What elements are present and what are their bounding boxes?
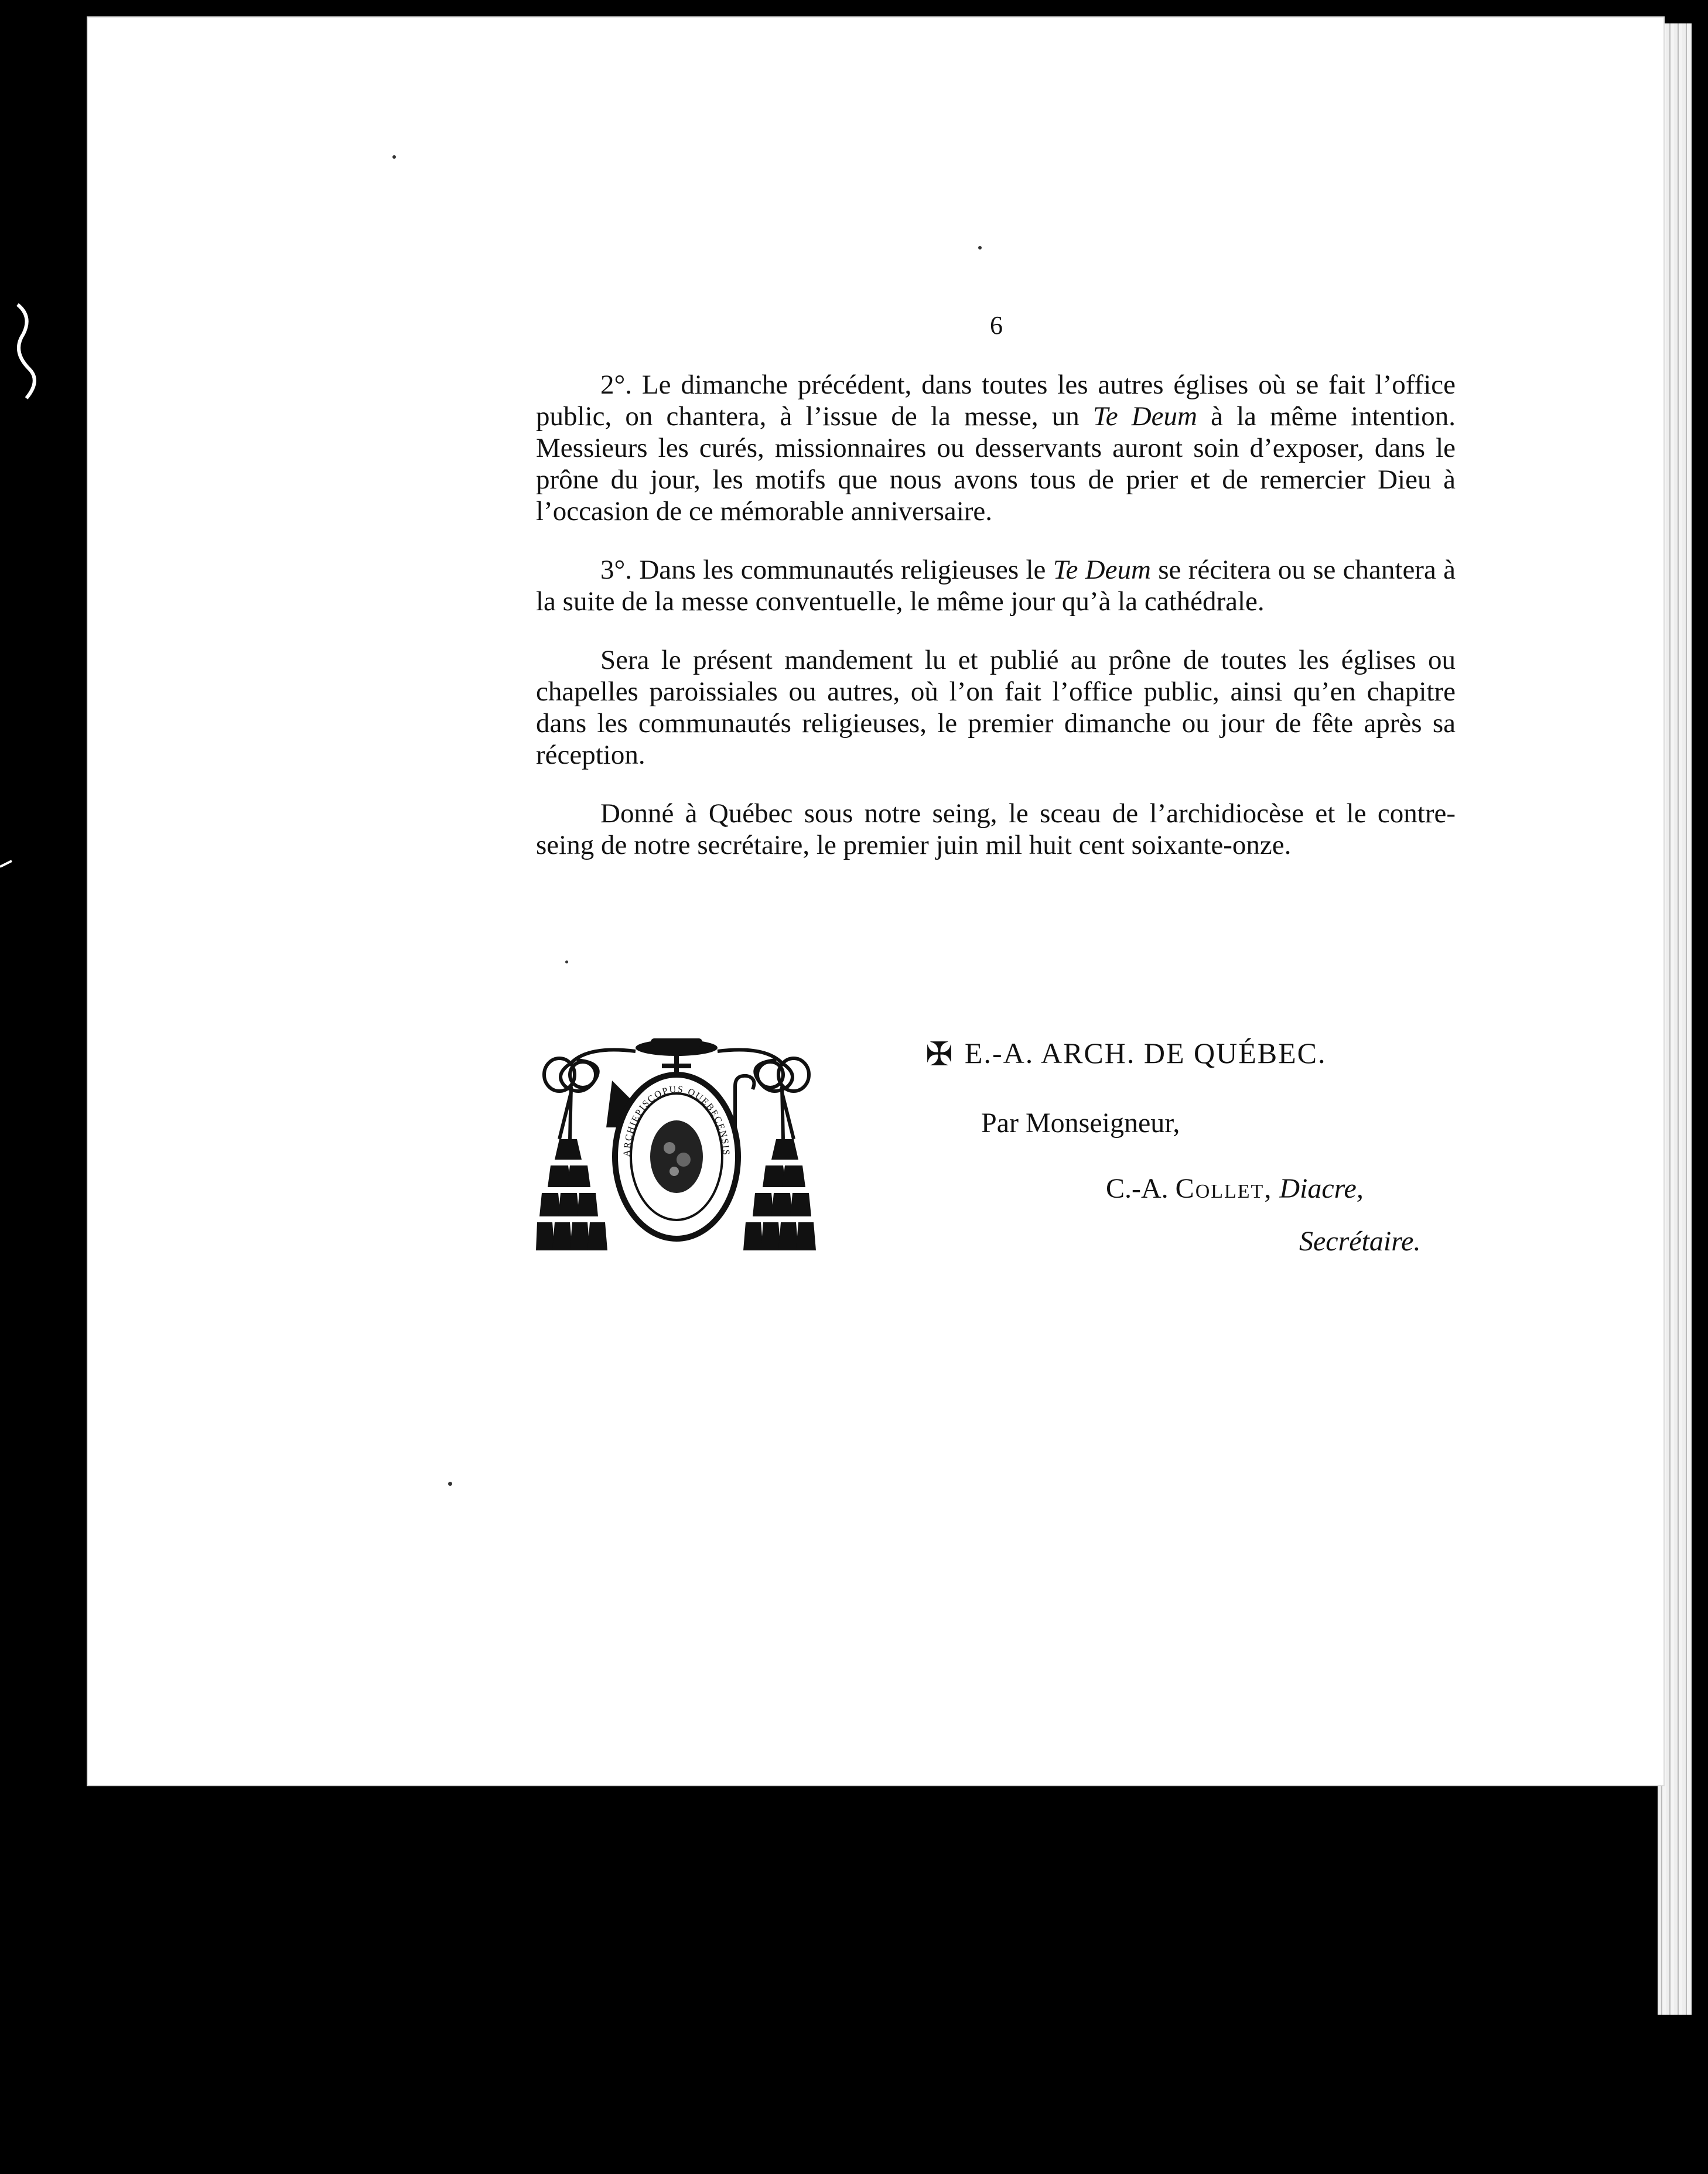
shield-icon xyxy=(615,1075,738,1239)
seal-inscription: ARCHIEPISCOPUS QUEBECENSIS xyxy=(621,1084,732,1157)
text-run: Donné à Québec sous notre seing, le sceau de l’archidiocèse et le contre-seing de notre secrétaire, le premier juin mil huit cent soixante-onze. xyxy=(536,798,1456,860)
paragraph-2 xyxy=(536,554,1456,617)
seal-coat-of-arms xyxy=(536,1034,817,1259)
scan-speck xyxy=(978,246,982,249)
secretary-signature xyxy=(1106,1173,1364,1205)
left-margin-marks xyxy=(0,0,88,2174)
text-run: 3°. Dans les communautés religieuses le xyxy=(600,555,1053,585)
body-text xyxy=(536,369,1456,888)
paragraph-4 xyxy=(536,798,1456,861)
text-run: Sera le présent mandement lu et publié au prône de toutes les églises ou chapelles paroissiales ou autres, où l’on fait l’office public, ainsi qu’en chapitre dans les communautés religieuses, le premier dimanche ou jour de fête après sa réception. xyxy=(536,645,1456,770)
tassels-right xyxy=(743,1139,816,1250)
tassels-left xyxy=(536,1139,607,1250)
text-run: 2°. Le dimanche précédent, dans toutes les autres églises où se fait l’office public, on chantera, à l’issue de la messe, un xyxy=(536,370,1456,432)
signature-archbishop xyxy=(925,1035,1327,1074)
cross-patee-icon: ✠ xyxy=(925,1037,954,1073)
paragraph-1 xyxy=(536,369,1456,527)
scan-speck xyxy=(392,155,396,159)
secretary-role: Diacre, xyxy=(1279,1173,1364,1204)
text-run: se récitera ou se chantera à la suite de la messe conventuelle, le même jour qu’à la cathédrale. xyxy=(536,555,1456,617)
italic-phrase: Te Deum xyxy=(1092,401,1197,432)
by-line: Par Monseigneur, xyxy=(981,1107,1180,1139)
paragraph-3 xyxy=(536,644,1456,771)
secretary-initials: C.-A. xyxy=(1106,1173,1169,1204)
archbishop-name: E.-A. ARCH. DE QUÉBEC. xyxy=(964,1037,1327,1069)
secretary-surname: Collet, xyxy=(1175,1173,1273,1204)
text-run: à la même intention. Messieurs les curés, missionnaires ou desservants auront soin d’exposer, dans le prône du jour, les motifs que nous avons tous de prier et de remercier Dieu à l’occasion de ce mémorable anniversaire. xyxy=(536,401,1456,527)
secretary-title: Secrétaire. xyxy=(1299,1226,1421,1257)
crozier-icon xyxy=(735,1076,754,1127)
page-number: 6 xyxy=(990,311,1003,340)
scan-speck xyxy=(565,960,568,963)
scan-speck xyxy=(448,1482,452,1486)
italic-phrase: Te Deum xyxy=(1053,555,1151,585)
document-page xyxy=(88,18,1663,1785)
